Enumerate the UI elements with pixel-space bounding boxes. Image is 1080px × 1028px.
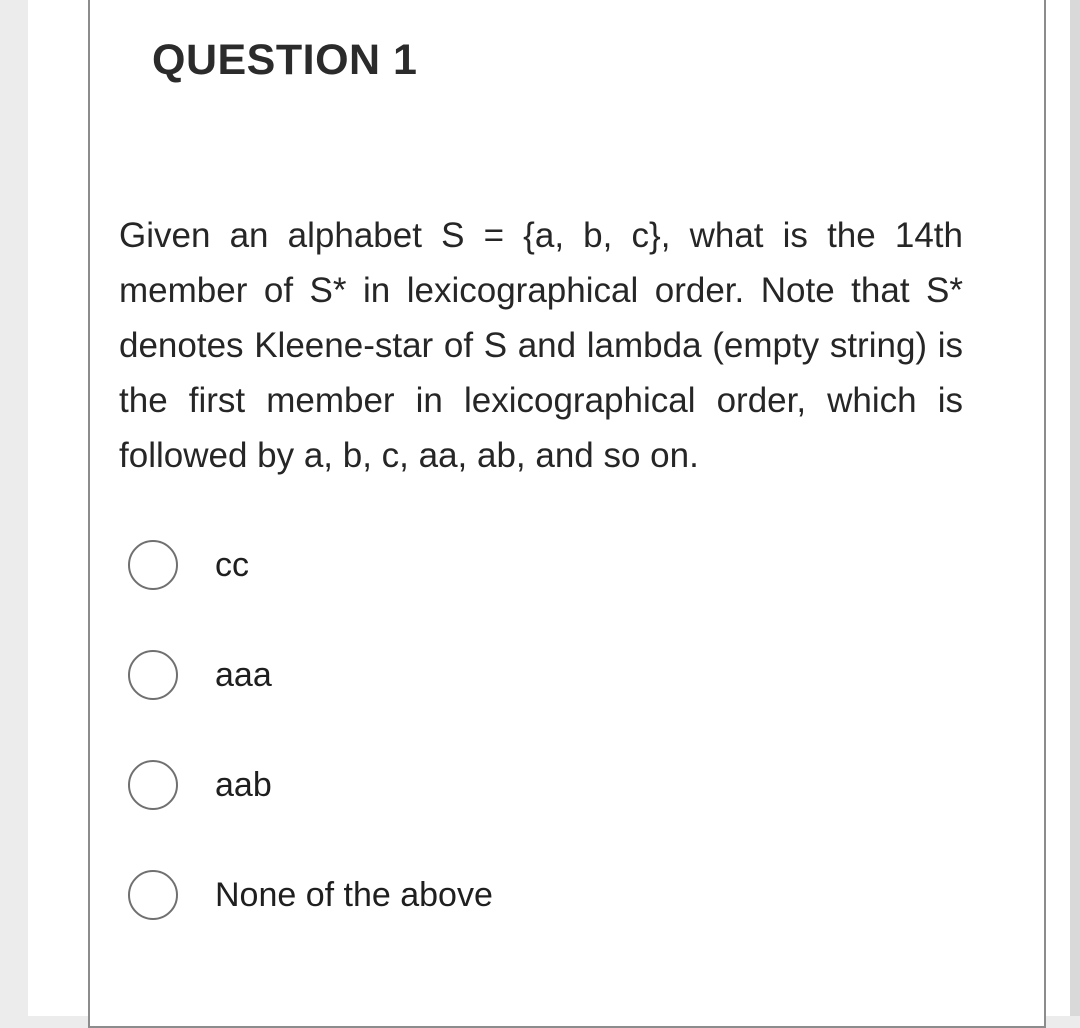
radio-button[interactable] xyxy=(128,540,178,590)
scrollbar-track[interactable] xyxy=(1070,0,1080,1016)
option-label[interactable]: None of the above xyxy=(215,875,493,914)
option-cc[interactable] xyxy=(128,537,828,593)
option-aab[interactable] xyxy=(128,757,828,813)
radio-button[interactable] xyxy=(128,760,178,810)
option-label[interactable]: aaa xyxy=(215,655,272,694)
option-aaa[interactable] xyxy=(128,647,828,703)
option-label[interactable]: aab xyxy=(215,765,272,804)
question-text: Given an alphabet S = {a, b, c}, what is the 14th member of S* in lexicographical order. Note that S* denotes Kleene-star of S and lambda (empty string) is the first member in lexicographical order, which is followed by a, b, c, aa, ab, and so on. xyxy=(119,216,963,475)
radio-button[interactable] xyxy=(128,650,178,700)
question-title: QUESTION 1 xyxy=(152,36,418,84)
radio-button[interactable] xyxy=(128,870,178,920)
option-label[interactable]: cc xyxy=(215,545,249,584)
option-none-of-the-above[interactable] xyxy=(128,867,828,923)
